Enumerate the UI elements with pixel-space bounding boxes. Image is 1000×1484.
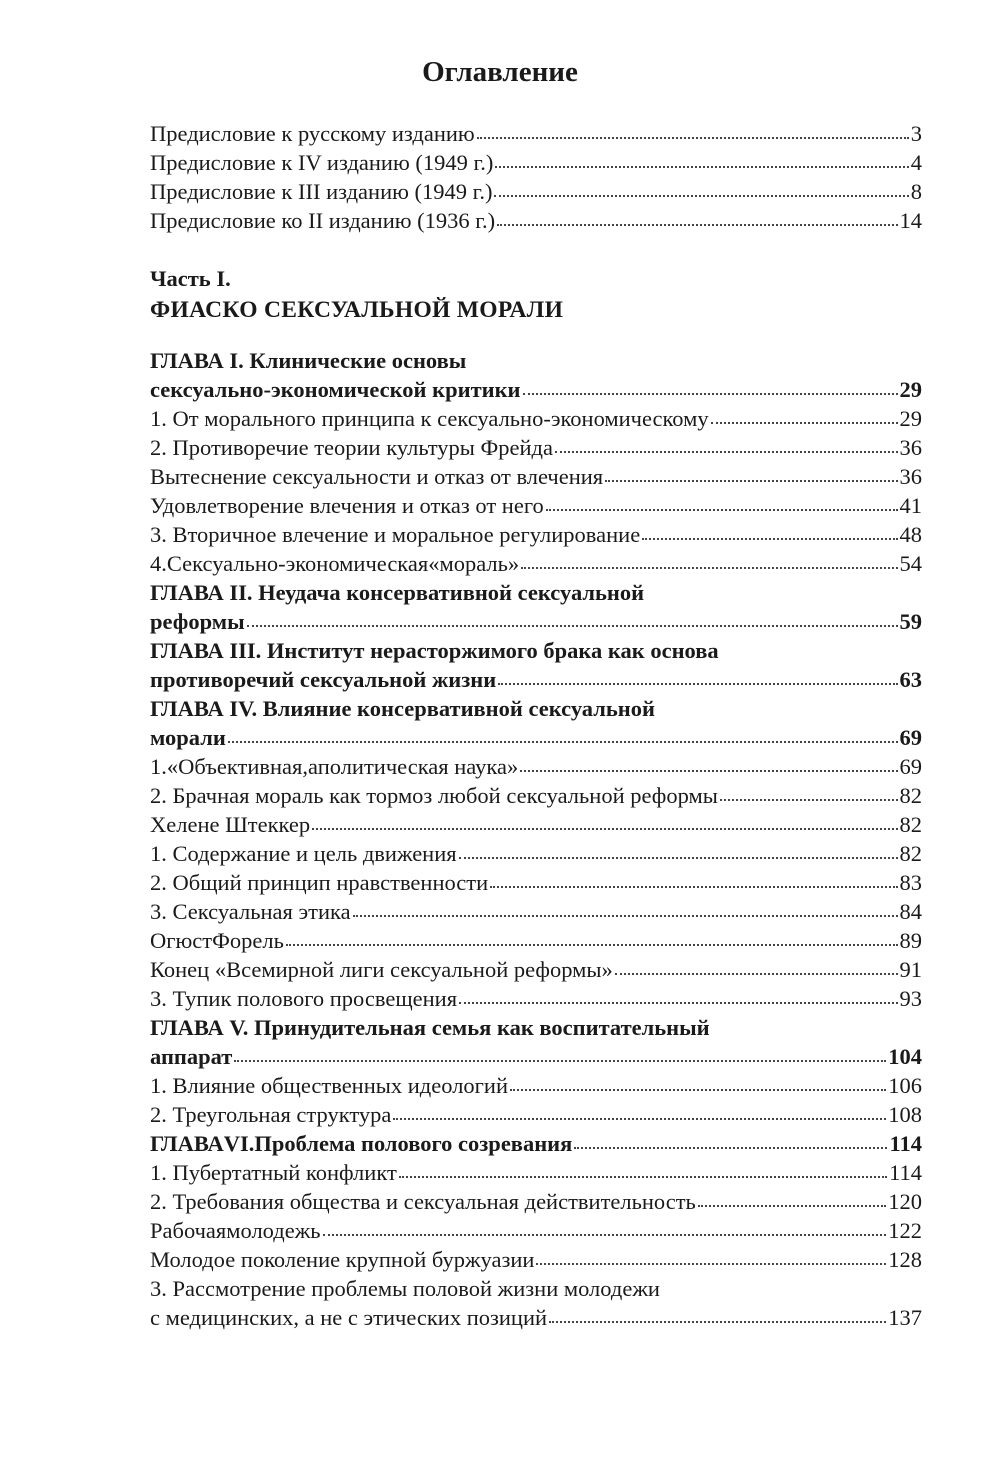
leader-dots bbox=[323, 1234, 887, 1236]
entry-page: 63 bbox=[899, 667, 922, 692]
part-title: ФИАСКО СЕКСУАЛЬНОЙ МОРАЛИ bbox=[150, 297, 564, 323]
leader-dots bbox=[521, 567, 897, 569]
entry-page: 89 bbox=[899, 928, 922, 953]
entry-page: 59 bbox=[899, 609, 922, 634]
entry-page: 82 bbox=[899, 841, 922, 866]
entry-page: 3 bbox=[910, 121, 922, 146]
entry-label: Предисловие к IV изданию (1949 г.) bbox=[150, 150, 494, 175]
toc-entry[interactable] bbox=[150, 1303, 922, 1332]
toc-entry[interactable] bbox=[150, 752, 922, 781]
toc-entry[interactable] bbox=[150, 1129, 922, 1158]
entry-label: 4.Сексуально-экономическая«мораль» bbox=[150, 551, 520, 576]
toc-entry[interactable] bbox=[150, 955, 922, 984]
entry-label: Рабочаямолодежь bbox=[150, 1218, 321, 1243]
leader-dots bbox=[546, 509, 898, 511]
entry-label: 3. Вторичное влечение и моральное регулирование bbox=[150, 522, 641, 547]
leader-dots bbox=[605, 480, 897, 482]
toc-entry[interactable] bbox=[150, 375, 922, 404]
toc-entry[interactable] bbox=[150, 1071, 922, 1100]
leader-dots bbox=[536, 1263, 886, 1265]
toc-entry[interactable] bbox=[150, 607, 922, 636]
entry-page: 4 bbox=[910, 150, 922, 175]
chapter-heading: ГЛАВА IV. Влияние консервативной сексуальной bbox=[150, 696, 655, 721]
toc-entry[interactable] bbox=[150, 810, 922, 839]
entry-label: противоречий сексуальной жизни bbox=[150, 667, 497, 692]
entry-page: 108 bbox=[888, 1102, 922, 1127]
entry-label: 1. Пубертатный конфликт bbox=[150, 1160, 397, 1185]
chapter-heading: ГЛАВА V. Принудительная семья как воспитательный bbox=[150, 1015, 710, 1040]
entry-label: 2. Брачная мораль как тормоз любой сексуальной реформы bbox=[150, 783, 718, 808]
toc-entry[interactable] bbox=[150, 404, 922, 433]
entry-label: ГЛАВАVI.Проблема полового созревания bbox=[150, 1131, 573, 1156]
entry-page: 122 bbox=[888, 1218, 922, 1243]
toc-entry[interactable] bbox=[150, 723, 922, 752]
toc-entry[interactable] bbox=[150, 177, 922, 206]
toc-entry[interactable] bbox=[150, 491, 922, 520]
leader-dots bbox=[247, 625, 898, 627]
entry-label: с медицинских, а не с этических позиций bbox=[150, 1305, 548, 1330]
toc-entry[interactable] bbox=[150, 1245, 922, 1274]
entry-page: 83 bbox=[899, 870, 922, 895]
toc-entry[interactable] bbox=[150, 119, 922, 148]
leader-dots bbox=[353, 915, 898, 917]
entry-label: аппарат bbox=[150, 1044, 233, 1069]
entry-label: Удовлетворение влечения и отказ от него bbox=[150, 493, 544, 518]
toc-entry[interactable] bbox=[150, 926, 922, 955]
leader-dots bbox=[490, 886, 897, 888]
entry-label: 3. Сексуальная этика bbox=[150, 899, 351, 924]
entry-page: 114 bbox=[889, 1131, 922, 1156]
entry-label: ОгюстФорель bbox=[150, 928, 284, 953]
leader-dots bbox=[459, 1002, 897, 1004]
entry-label: 3. Тупик полового просвещения bbox=[150, 986, 458, 1011]
toc-entry[interactable] bbox=[150, 984, 922, 1013]
chapter-heading: ГЛАВА III. Институт нерасторжимого брака как основа bbox=[150, 638, 719, 663]
leader-dots bbox=[549, 1321, 886, 1323]
leader-dots bbox=[495, 166, 908, 168]
entry-page: 36 bbox=[899, 435, 922, 460]
toc-entry[interactable] bbox=[150, 462, 922, 491]
entry-page: 69 bbox=[899, 725, 922, 750]
leader-dots bbox=[312, 828, 897, 830]
entry-label: Предисловие к русскому изданию bbox=[150, 121, 475, 146]
entry-page: 93 bbox=[899, 986, 922, 1011]
entry-page: 29 bbox=[899, 406, 922, 431]
entry-page: 82 bbox=[899, 812, 922, 837]
chapter-heading: ГЛАВА I. Клинические основы bbox=[150, 348, 467, 373]
entry-label: морали bbox=[150, 725, 226, 750]
toc-entry[interactable] bbox=[150, 839, 922, 868]
toc-entry[interactable] bbox=[150, 549, 922, 578]
toc-entry[interactable] bbox=[150, 433, 922, 462]
leader-dots bbox=[286, 944, 898, 946]
entry-label: 1.«Объективная,аполитическая наука» bbox=[150, 754, 519, 779]
toc-entry[interactable] bbox=[150, 1216, 922, 1245]
entry-label: 2. Треугольная структура bbox=[150, 1102, 392, 1127]
toc-entry[interactable] bbox=[150, 1158, 922, 1187]
part-label: Часть I. bbox=[150, 266, 231, 291]
leader-dots bbox=[510, 1089, 886, 1091]
entry-label-line: 3. Рассмотрение проблемы половой жизни молодежи bbox=[150, 1276, 660, 1301]
entry-page: 48 bbox=[899, 522, 922, 547]
entry-page: 84 bbox=[899, 899, 922, 924]
entry-label: Конец «Всемирной лиги сексуальной реформы» bbox=[150, 957, 613, 982]
leader-dots bbox=[711, 422, 898, 424]
leader-dots bbox=[498, 683, 897, 685]
entry-label: Предисловие к III изданию (1949 г.) bbox=[150, 179, 493, 204]
entry-label: 1. Содержание и цель движения bbox=[150, 841, 457, 866]
entry-label: сексуально-экономической критики bbox=[150, 377, 521, 402]
entry-label: 1. От морального принципа к сексуально-экономическому bbox=[150, 406, 709, 431]
leader-dots bbox=[574, 1147, 887, 1149]
toc-entry[interactable] bbox=[150, 1100, 922, 1129]
leader-dots bbox=[497, 224, 897, 226]
entry-page: 128 bbox=[888, 1247, 922, 1272]
entry-page: 104 bbox=[888, 1044, 922, 1069]
leader-dots bbox=[393, 1118, 886, 1120]
leader-dots bbox=[399, 1176, 887, 1178]
entry-page: 114 bbox=[889, 1160, 922, 1185]
toc-entry[interactable] bbox=[150, 868, 922, 897]
leader-dots bbox=[228, 741, 898, 743]
entry-page: 106 bbox=[888, 1073, 922, 1098]
table-of-contents bbox=[150, 119, 922, 1332]
entry-label: 1. Влияние общественных идеологий bbox=[150, 1073, 508, 1098]
entry-label: Вытеснение сексуальности и отказ от влечения bbox=[150, 464, 604, 489]
entry-label: 2. Требования общества и сексуальная действительность bbox=[150, 1189, 696, 1214]
entry-label: реформы bbox=[150, 609, 245, 634]
page-title: Оглавление bbox=[422, 56, 578, 88]
toc-entry[interactable] bbox=[150, 206, 922, 235]
entry-label: 2. Общий принцип нравственности bbox=[150, 870, 489, 895]
leader-dots bbox=[459, 857, 898, 859]
entry-page: 8 bbox=[910, 179, 922, 204]
entry-page: 41 bbox=[899, 493, 922, 518]
leader-dots bbox=[494, 195, 908, 197]
entry-page: 36 bbox=[899, 464, 922, 489]
leader-dots bbox=[477, 137, 909, 139]
toc-entry[interactable] bbox=[150, 665, 922, 694]
entry-label: Хелене Штеккер bbox=[150, 812, 311, 837]
leader-dots bbox=[555, 451, 898, 453]
leader-dots bbox=[520, 770, 897, 772]
entry-page: 82 bbox=[899, 783, 922, 808]
leader-dots bbox=[523, 393, 898, 395]
entry-label: Молодое поколение крупной буржуазии bbox=[150, 1247, 535, 1272]
toc-entry[interactable] bbox=[150, 520, 922, 549]
entry-page: 91 bbox=[899, 957, 922, 982]
toc-entry[interactable] bbox=[150, 1042, 922, 1071]
leader-dots bbox=[720, 799, 898, 801]
entry-page: 120 bbox=[888, 1189, 922, 1214]
entry-page: 137 bbox=[888, 1305, 922, 1330]
entry-page: 69 bbox=[899, 754, 922, 779]
leader-dots bbox=[234, 1060, 886, 1062]
entry-page: 54 bbox=[899, 551, 922, 576]
toc-entry[interactable] bbox=[150, 781, 922, 810]
chapter-heading: ГЛАВА II. Неудача консервативной сексуальной bbox=[150, 580, 645, 605]
leader-dots bbox=[642, 538, 897, 540]
entry-label: 2. Противоречие теории культуры Фрейда bbox=[150, 435, 553, 460]
leader-dots bbox=[615, 973, 898, 975]
leader-dots bbox=[698, 1205, 886, 1207]
entry-page: 14 bbox=[899, 208, 922, 233]
toc-entry[interactable] bbox=[150, 1187, 922, 1216]
toc-entry[interactable] bbox=[150, 148, 922, 177]
entry-label: Предисловие ко II изданию (1936 г.) bbox=[150, 208, 496, 233]
entry-page: 29 bbox=[899, 377, 922, 402]
toc-entry[interactable] bbox=[150, 897, 922, 926]
